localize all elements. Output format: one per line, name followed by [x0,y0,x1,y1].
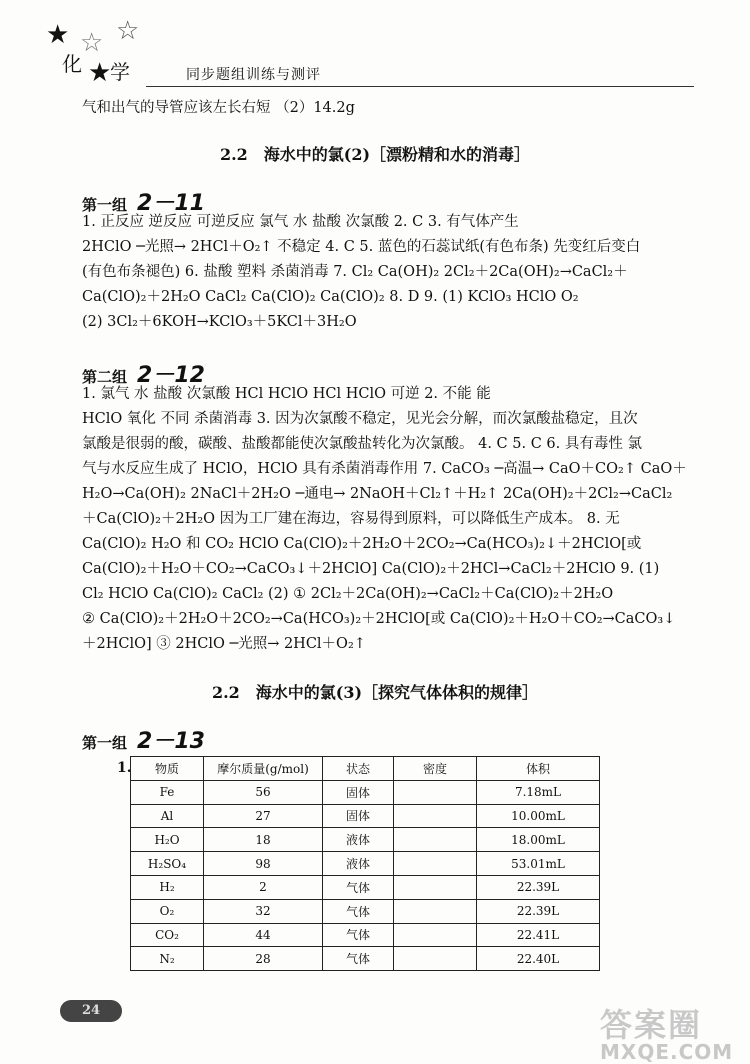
group-label: 第一组 [82,734,128,752]
group-label: 第一组 [82,196,128,214]
table-row [131,852,600,876]
table-cell: H₂SO₄ [131,852,204,876]
watermark-text: 答案圈 [600,1006,703,1044]
logo-char: 学 [110,60,130,84]
table-cell: 32 [204,899,323,923]
table-cell: Fe [131,780,204,804]
group-code: 2－11 [137,191,205,216]
table-cell: 18 [204,828,323,852]
question-number: 1. [117,760,132,776]
data-table [130,756,600,971]
section-title: 2.2 海水中的氯(3)［探究气体体积的规律］ [211,683,539,702]
table-row [131,875,600,899]
table-cell: 2 [204,875,323,899]
answer-line: 氯酸是很弱的酸，碳酸、盐酸都能使次氯酸盐转化为次氯酸。 4. C 5. C 6. 具有毒性 氯 [82,436,642,452]
table-row [131,804,600,828]
star-icon: ★ [88,58,112,88]
table-row [131,947,600,971]
answer-line: Ca(ClO)₂＋H₂O＋CO₂→CaCO₃↓＋2HClO] Ca(ClO)₂＋2HCl→CaCl₂＋2HClO 9. (1) [82,561,660,577]
table-row [131,923,600,947]
table-cell: 56 [204,780,323,804]
book-title: 同步题组训练与测评 [186,67,321,83]
table-cell [394,899,477,923]
table-cell: 44 [204,923,323,947]
table-cell [394,875,477,899]
column-header: 物质 [131,757,204,781]
answer-block [82,210,680,335]
table-cell: 气体 [323,923,394,947]
watermark [600,1000,740,1064]
star-icon: ★ [46,20,70,50]
column-header: 状态 [323,757,394,781]
table-cell: 气体 [323,947,394,971]
table-cell: Al [131,804,204,828]
group-code: 2－13 [137,729,205,754]
group-code: 2－12 [137,363,205,388]
column-header: 密度 [394,757,477,781]
answer-line: ＋Ca(ClO)₂＋2H₂O 因为工厂建在海边，容易得到原料，可以降低生产成本。 8. 无 [82,511,620,527]
answer-line: 1. 正反应 逆反应 可逆反应 氯气 水 盐酸 次氯酸 2. C 3. 有气体产生 [82,214,519,230]
table-cell: 固体 [323,780,394,804]
table-cell: H₂ [131,875,204,899]
table-cell: 22.40L [477,947,600,971]
table-cell: 22.41L [477,923,600,947]
group-heading [82,724,205,755]
table-cell: 液体 [323,852,394,876]
table-cell: N₂ [131,947,204,971]
page-header [40,16,660,88]
table-row [131,780,600,804]
table-cell [394,804,477,828]
table-cell: H₂O [131,828,204,852]
watermark-url: MXQE.COM [600,1040,734,1064]
table-cell: 7.18mL [477,780,600,804]
table-cell: 53.01mL [477,852,600,876]
answer-line: Ca(ClO)₂ H₂O 和 CO₂ HClO Ca(ClO)₂＋2H₂O＋2CO₂→Ca(HCO₃)₂↓＋2HClO[或 [82,536,642,552]
table-cell [394,923,477,947]
table-cell: 98 [204,852,323,876]
answer-line: Ca(ClO)₂＋2H₂O CaCl₂ Ca(ClO)₂ Ca(ClO)₂ 8. D 9. (1) KClO₃ HClO O₂ [82,289,579,305]
table-cell: 液体 [323,828,394,852]
page-number: 24 [60,1000,122,1022]
subject-logo [40,16,180,88]
table-cell: 气体 [323,875,394,899]
group-label: 第二组 [82,368,128,386]
answer-line: H₂O→Ca(OH)₂ 2NaCl＋2H₂O ─通电→ 2NaOH＋Cl₂↑＋H₂↑ 2Ca(OH)₂＋2Cl₂→CaCl₂ [82,486,673,502]
table-cell: 10.00mL [477,804,600,828]
answer-line: 气与水反应生成了 HClO，HClO 具有杀菌消毒作用 7. CaCO₃ ─高温→ CaO＋CO₂↑ CaO＋ [82,461,687,477]
intro-line: 气和出气的导管应该左长右短 （2）14.2g [82,100,355,116]
table-cell: 22.39L [477,899,600,923]
table-cell: 22.39L [477,875,600,899]
header-rule [146,86,694,87]
answer-line: Cl₂ HClO Ca(ClO)₂ CaCl₂ (2) ① 2Cl₂＋2Ca(OH)₂→CaCl₂＋Ca(ClO)₂＋2H₂O [82,586,614,602]
answer-line: 1. 氯气 水 盐酸 次氯酸 HCl HClO HCl HClO 可逆 2. 不能 能 [82,386,491,402]
table-cell: 18.00mL [477,828,600,852]
table-cell: 气体 [323,899,394,923]
column-header: 体积 [477,757,600,781]
answer-line: ② Ca(ClO)₂＋2H₂O＋2CO₂→Ca(HCO₃)₂＋2HClO[或 Ca(ClO)₂＋H₂O＋CO₂→CaCO₃↓ [82,611,676,627]
section-title: 2.2 海水中的氯(2)［漂粉精和水的消毒］ [219,145,531,164]
table-cell: CO₂ [131,923,204,947]
table-cell: 固体 [323,804,394,828]
answer-line: (2) 3Cl₂＋6KOH→KClO₃＋5KCl＋3H₂O [82,314,357,330]
answer-line: ＋2HClO] ③ 2HClO ─光照→ 2HCl＋O₂↑ [82,636,366,652]
table-cell [394,828,477,852]
star-icon: ☆ [80,28,104,58]
table-cell [394,780,477,804]
answer-line: 2HClO ─光照→ 2HCl＋O₂↑ 不稳定 4. C 5. 蓝色的石蕊试纸(有色布条) 先变红后变白 [82,239,641,255]
answer-block [82,382,687,657]
column-header: 摩尔质量(g/mol) [204,757,323,781]
answer-line: HClO 氧化 不同 杀菌消毒 3. 因为次氯酸不稳定，见光会分解，而次氯酸盐稳定，且次 [82,411,638,427]
logo-char: 化 [62,52,82,76]
table-cell: 28 [204,947,323,971]
table-cell: O₂ [131,899,204,923]
answer-line: (有色布条褪色) 6. 盐酸 塑料 杀菌消毒 7. Cl₂ Ca(OH)₂ 2Cl₂＋2Ca(OH)₂→CaCl₂＋ [82,264,628,280]
table-cell [394,852,477,876]
table-row [131,828,600,852]
table-row [131,899,600,923]
table-header-row [131,757,600,781]
table-cell: 27 [204,804,323,828]
table-cell [394,947,477,971]
star-icon: ☆ [116,16,140,46]
